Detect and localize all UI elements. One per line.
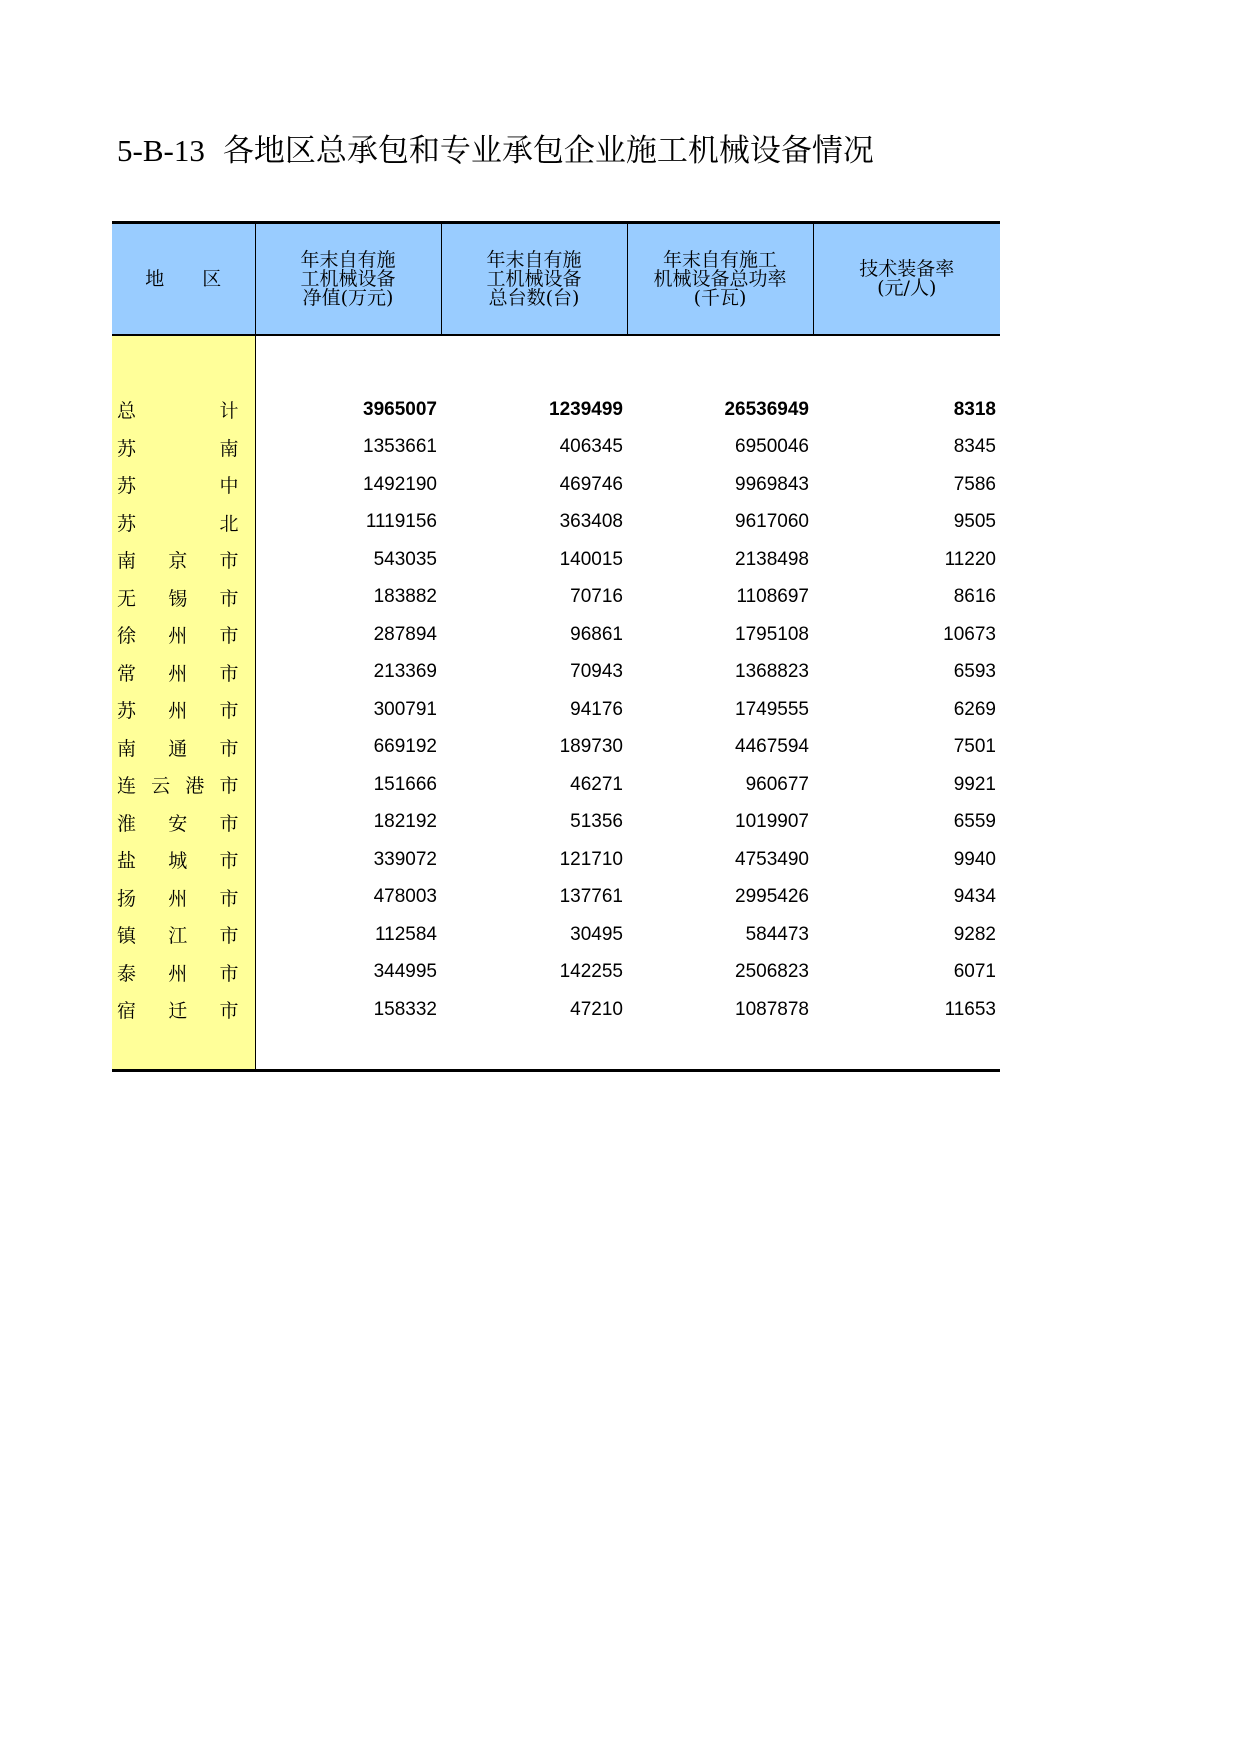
spacer-cell <box>813 1029 1000 1071</box>
header-line: 工机械设备 <box>486 267 582 290</box>
region-cell: 总 计 <box>112 391 255 429</box>
region-cell: 盐城市 <box>112 841 255 879</box>
equipment-count-cell: 189730 <box>559 736 623 758</box>
header-equipment-rate <box>813 223 1000 336</box>
total-power-cell: 2506823 <box>735 961 809 983</box>
total-row <box>112 391 1000 429</box>
region-cell: 徐州市 <box>112 616 255 654</box>
net-value-cell: 300791 <box>255 691 441 729</box>
header-net-value <box>255 223 441 336</box>
equipment-count-cell: 96861 <box>570 623 623 645</box>
region-cell: 苏 中 <box>112 466 255 504</box>
total-power-cell: 6950046 <box>735 436 809 458</box>
region-cell: 苏 南 <box>112 429 255 467</box>
region-cell: 无锡市 <box>112 579 255 617</box>
net-value-cell: 669192 <box>255 729 441 767</box>
net-value-cell: 3965007 <box>255 391 441 429</box>
equipment-rate-cell: 9505 <box>953 511 996 533</box>
net-value-cell: 112584 <box>255 916 441 954</box>
net-value-cell: 213369 <box>255 654 441 692</box>
equipment-rate-cell: 6071 <box>953 961 996 983</box>
table-row <box>112 579 1000 617</box>
header-region <box>112 223 255 336</box>
net-value-cell: 344995 <box>255 954 441 992</box>
statistics-table <box>112 221 1000 1072</box>
region-cell: 淮安市 <box>112 804 255 842</box>
spacer-cell <box>441 335 627 391</box>
equipment-count-cell: 51356 <box>570 811 623 833</box>
net-value-cell: 478003 <box>255 879 441 917</box>
spacer-cell <box>813 335 1000 391</box>
equipment-count-cell: 469746 <box>559 473 623 495</box>
table-row <box>112 729 1000 767</box>
header-line: 总台数(台) <box>488 286 580 309</box>
total-power-cell: 26536949 <box>724 398 809 420</box>
equipment-rate-cell: 8318 <box>953 398 996 420</box>
spacer-row <box>112 335 1000 391</box>
total-power-cell: 1368823 <box>735 661 809 683</box>
equipment-rate-cell: 9940 <box>953 848 996 870</box>
header-total-power <box>627 223 813 336</box>
equipment-rate-cell: 7501 <box>953 736 996 758</box>
equipment-count-cell: 142255 <box>559 961 623 983</box>
net-value-cell: 183882 <box>255 579 441 617</box>
equipment-count-cell: 137761 <box>559 886 623 908</box>
total-power-cell: 4467594 <box>735 736 809 758</box>
region-cell: 扬州市 <box>112 879 255 917</box>
total-power-cell: 9969843 <box>735 473 809 495</box>
table-code: 5-B-13 <box>117 133 205 168</box>
header-line: (元/人) <box>877 277 937 299</box>
equipment-count-cell: 46271 <box>570 773 623 795</box>
spacer-cell <box>255 1029 441 1071</box>
total-power-cell: 1108697 <box>736 586 809 608</box>
equipment-rate-cell: 10673 <box>943 623 996 645</box>
net-value-cell: 339072 <box>255 841 441 879</box>
table-title-text: 各地区总承包和专业承包企业施工机械设备情况 <box>222 133 874 169</box>
spacer-cell <box>627 335 813 391</box>
table-row <box>112 654 1000 692</box>
region-cell: 苏州市 <box>112 691 255 729</box>
spacer-row <box>112 1029 1000 1071</box>
header-line: 年末自有施 <box>300 248 396 271</box>
spacer-cell <box>441 1029 627 1071</box>
equipment-rate-cell: 8345 <box>953 436 996 458</box>
table-row <box>112 954 1000 992</box>
table-row <box>112 879 1000 917</box>
equipment-rate-cell: 9434 <box>953 886 996 908</box>
equipment-count-cell: 121710 <box>559 848 623 870</box>
net-value-cell: 1119156 <box>255 504 441 542</box>
total-power-cell: 1019907 <box>735 811 809 833</box>
equipment-rate-cell: 11220 <box>944 548 996 570</box>
total-power-cell: 9617060 <box>735 511 809 533</box>
equipment-rate-cell: 8616 <box>953 586 996 608</box>
total-power-cell: 2995426 <box>735 886 809 908</box>
net-value-cell: 1492190 <box>255 466 441 504</box>
region-cell: 泰州市 <box>112 954 255 992</box>
equipment-rate-cell: 6559 <box>953 811 996 833</box>
total-power-cell: 1087878 <box>735 998 809 1020</box>
total-power-cell: 1749555 <box>735 698 809 720</box>
header-line: 地 区 <box>145 267 222 290</box>
header-line: 净值(万元) <box>302 286 394 309</box>
region-cell: 常州市 <box>112 654 255 692</box>
header-line: (千瓦) <box>693 286 747 309</box>
equipment-count-cell: 94176 <box>570 698 623 720</box>
header-equipment-count <box>441 223 627 336</box>
region-cell: 南京市 <box>112 541 255 579</box>
equipment-rate-cell: 9921 <box>953 773 996 795</box>
total-power-cell: 584473 <box>745 923 809 945</box>
header-line: 年末自有施工 <box>662 248 777 271</box>
table-header <box>112 223 1000 336</box>
spacer-cell <box>112 335 255 391</box>
table-row <box>112 804 1000 842</box>
region-cell: 镇江市 <box>112 916 255 954</box>
equipment-rate-cell: 7586 <box>953 473 996 495</box>
table-row <box>112 841 1000 879</box>
table-row <box>112 466 1000 504</box>
table-body <box>112 335 1000 1070</box>
header-line: 技术装备率 <box>859 258 955 280</box>
equipment-count-cell: 406345 <box>559 436 623 458</box>
net-value-cell: 1353661 <box>255 429 441 467</box>
total-power-cell: 4753490 <box>735 848 809 870</box>
header-row <box>112 223 1000 336</box>
table-row <box>112 766 1000 804</box>
table-row <box>112 691 1000 729</box>
equipment-count-cell: 70716 <box>570 586 623 608</box>
net-value-cell: 151666 <box>255 766 441 804</box>
equipment-rate-cell: 11653 <box>944 998 996 1020</box>
header-line: 年末自有施 <box>486 248 582 271</box>
total-power-cell: 2138498 <box>735 548 809 570</box>
spacer-cell <box>627 1029 813 1071</box>
header-line: 工机械设备 <box>300 267 396 290</box>
table-row <box>112 616 1000 654</box>
equipment-rate-cell: 6593 <box>953 661 996 683</box>
equipment-count-cell: 70943 <box>570 661 623 683</box>
equipment-count-cell: 140015 <box>559 548 623 570</box>
header-line: 机械设备总功率 <box>653 267 787 290</box>
region-cell: 连云港市 <box>112 766 255 804</box>
table-row <box>112 916 1000 954</box>
table-row <box>112 504 1000 542</box>
equipment-count-cell: 30495 <box>570 923 623 945</box>
table-row <box>112 991 1000 1029</box>
equipment-rate-cell: 6269 <box>953 698 996 720</box>
total-power-cell: 960677 <box>745 773 809 795</box>
total-power-cell: 1795108 <box>735 623 809 645</box>
spacer-cell <box>112 1029 255 1071</box>
net-value-cell: 543035 <box>255 541 441 579</box>
net-value-cell: 182192 <box>255 804 441 842</box>
equipment-count-cell: 363408 <box>559 511 623 533</box>
table-row <box>112 541 1000 579</box>
equipment-count-cell: 47210 <box>570 998 623 1020</box>
spacer-cell <box>255 335 441 391</box>
equipment-count-cell: 1239499 <box>549 398 623 420</box>
net-value-cell: 287894 <box>255 616 441 654</box>
page-title <box>117 125 874 170</box>
region-cell: 苏 北 <box>112 504 255 542</box>
net-value-cell: 158332 <box>255 991 441 1029</box>
table-row <box>112 429 1000 467</box>
region-cell: 南通市 <box>112 729 255 767</box>
equipment-rate-cell: 9282 <box>953 923 996 945</box>
region-cell: 宿迁市 <box>112 991 255 1029</box>
